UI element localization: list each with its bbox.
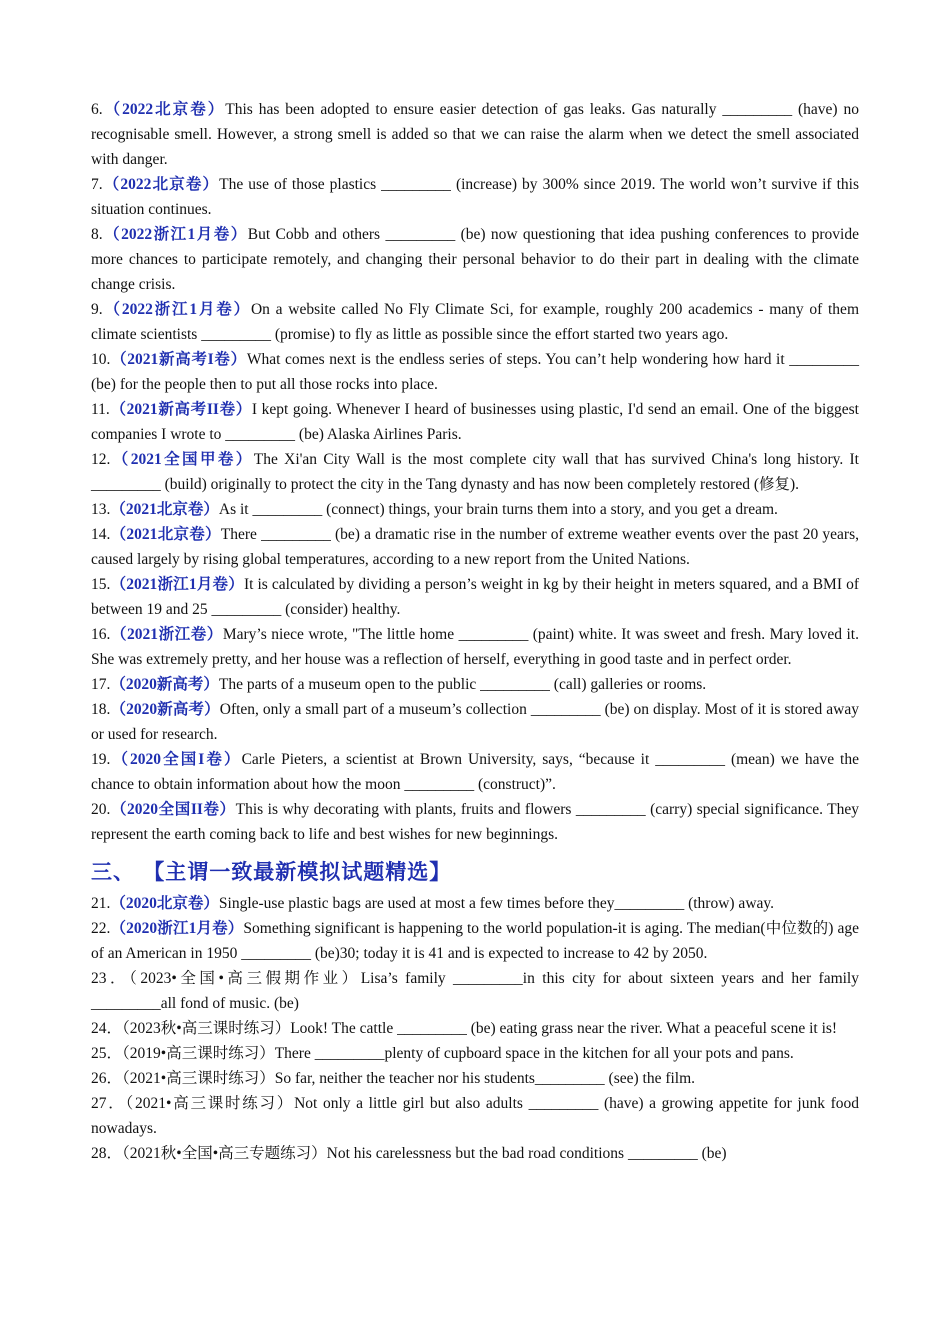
question-source: （2020全国II卷） — [110, 801, 236, 818]
question-text: Lisa’s family _________in this city for about sixteen years and her family _________all fond of music. (be) — [91, 970, 859, 1012]
question-list-part2 — [91, 97, 859, 847]
question-text: Something significant is happening to the world population-it is aging. The median(中位数的) age of an American in 1950 _________ (be)30; today it is 41 and is expected to increase to 42 by 2050. — [91, 920, 859, 962]
question-text: What comes next is the endless series of steps. You can’t help wondering how hard it _________ (be) for the people then to put all those rocks into place. — [91, 351, 859, 393]
question-item — [91, 622, 859, 672]
question-number: 24． — [91, 1020, 123, 1037]
question-text: But Cobb and others _________ (be) now questioning that idea pushing conferences to provide more chances to participate remotely, and changing their personal behavior to do their part in dealing with the climate change crisis. — [91, 226, 859, 293]
question-number: 21. — [91, 895, 111, 912]
question-text: Often, only a small part of a museum’s collection _________ (be) on display. Most of it is stored away or used for research. — [91, 701, 859, 743]
question-source: （2021新高考I卷） — [110, 351, 247, 368]
question-source: （2022北京卷） — [102, 101, 226, 118]
question-item — [91, 222, 859, 297]
question-number: 27． — [91, 1095, 126, 1112]
question-number: 19. — [91, 751, 111, 768]
question-number: 10. — [91, 351, 111, 368]
question-text: The Xi'an City Wall is the most complete city wall that has survived China's long history. It _________ (build) originally to protect the city in the Tang dynasty and has now been completely restored (修复). — [91, 451, 859, 493]
question-item — [91, 572, 859, 622]
question-source: （2022浙江1月卷） — [102, 301, 251, 318]
question-text: Mary’s niece wrote, "The little home _________ (paint) white. It was sweet and fresh. Mary loved it. She was extremely pretty, and her house was a reflection of herself, everything in good taste and in perfect order. — [91, 626, 859, 668]
question-source: （2020浙江1月卷） — [110, 920, 244, 937]
question-number: 22. — [91, 920, 111, 937]
question-item — [91, 347, 859, 397]
section-heading: 三、 【主谓一致最新模拟试题精选】 — [91, 860, 452, 884]
question-number: 17. — [91, 676, 111, 693]
question-list-part3a — [91, 891, 859, 966]
question-text: This is why decorating with plants, fruits and flowers _________ (carry) special significance. They represent the earth coming back to life and best wishes for new beginnings. — [91, 801, 859, 843]
question-number: 25． — [91, 1045, 123, 1062]
question-number: 8. — [91, 226, 103, 243]
question-number: 26． — [91, 1070, 123, 1087]
question-number: 9. — [91, 301, 103, 318]
question-source: （2020新高考） — [110, 676, 219, 693]
question-text: There _________ (be) a dramatic rise in the number of extreme weather events over the past 20 years, caused largely by rising global temperatures, according to a new report from the United Nations. — [91, 526, 859, 568]
question-text: As it _________ (connect) things, your brain turns them into a story, and you get a dream. — [218, 501, 778, 518]
question-text: It is calculated by dividing a person’s weight in kg by their height in meters squared, and a BMI of between 19 and 25 _________ (consider) healthy. — [91, 576, 859, 618]
question-source: （2019•高三课时练习） — [122, 1045, 275, 1062]
question-source: （2021•高三课时练习） — [122, 1070, 275, 1087]
question-number: 15. — [91, 576, 111, 593]
question-text: The parts of a museum open to the public _________ (call) galleries or rooms. — [218, 676, 707, 693]
question-source: （2021新高考II卷） — [109, 401, 252, 418]
question-number: 23． — [91, 970, 130, 987]
question-source: （2023•全国•高三假期作业） — [129, 970, 361, 987]
question-source: （2021•高三课时练习） — [125, 1095, 295, 1112]
question-text: I kept going. Whenever I heard of businesses using plastic, I'd send an email. One of the biggest companies I wrote to _________ (be) Alaska Airlines Paris. — [91, 401, 859, 443]
question-source: （2021北京卷） — [110, 526, 221, 543]
question-text: Single-use plastic bags are used at most a few times before they_________ (throw) away. — [218, 895, 775, 912]
question-source: （2022北京卷） — [102, 176, 220, 193]
question-source: （2020新高考） — [110, 701, 220, 718]
question-text: This has been adopted to ensure easier detection of gas leaks. Gas naturally _________ (have) no recognisable smell. However, a strong smell is added so that we can raise the alarm when we detect the smell associated with danger. — [91, 101, 859, 168]
question-item — [91, 1016, 859, 1041]
question-item — [91, 916, 859, 966]
question-text: Not only a little girl but also adults _________ (have) a growing appetite for junk food nowadays. — [91, 1095, 859, 1137]
question-source: （2020全国I卷） — [110, 751, 242, 768]
exercise-page — [91, 97, 859, 1166]
question-item — [91, 797, 859, 847]
question-item — [91, 1041, 859, 1066]
question-source: （2020北京卷） — [110, 895, 219, 912]
question-number: 20. — [91, 801, 111, 818]
question-number: 18. — [91, 701, 111, 718]
question-source: （2021全国甲卷） — [110, 451, 254, 468]
question-number: 6. — [91, 101, 103, 118]
question-number: 12. — [91, 451, 111, 468]
question-item — [91, 747, 859, 797]
question-list-part3b — [91, 966, 859, 1166]
question-item — [91, 397, 859, 447]
question-text: Carle Pieters, a scientist at Brown University, says, “because it _________ (mean) we have the chance to obtain information about how the moon _________ (construct)”. — [91, 751, 859, 793]
question-item — [91, 697, 859, 747]
question-item — [91, 447, 859, 497]
question-number: 16. — [91, 626, 111, 643]
question-text: There _________plenty of cupboard space in the kitchen for all your pots and pans. — [274, 1045, 794, 1062]
question-item — [91, 97, 859, 172]
question-item — [91, 1091, 859, 1141]
question-text: On a website called No Fly Climate Sci, for example, roughly 200 academics - many of them climate scientists _________ (promise) to fly as little as possible since the effort started two years ago. — [91, 301, 859, 343]
question-source: （2021北京卷） — [110, 501, 219, 518]
question-number: 28． — [91, 1145, 123, 1162]
question-source: （2023秋•高三课时练习） — [122, 1020, 291, 1037]
question-item — [91, 1066, 859, 1091]
question-number: 7. — [91, 176, 103, 193]
question-number: 14. — [91, 526, 111, 543]
question-item — [91, 522, 859, 572]
question-text: Look! The cattle _________ (be) eating grass near the river. What a peaceful scene it is! — [290, 1020, 838, 1037]
question-text: So far, neither the teacher nor his students_________ (see) the film. — [274, 1070, 696, 1087]
question-item — [91, 497, 859, 522]
question-item — [91, 172, 859, 222]
question-source: （2022浙江1月卷） — [102, 226, 248, 243]
question-source: （2021浙江1月卷） — [110, 576, 244, 593]
question-text: The use of those plastics _________ (increase) by 300% since 2019. The world won’t survive if this situation continues. — [91, 176, 859, 218]
question-item — [91, 966, 859, 1016]
question-number: 11. — [91, 401, 110, 418]
question-item — [91, 891, 859, 916]
question-item — [91, 1141, 859, 1166]
question-number: 13. — [91, 501, 111, 518]
question-text: Not his carelessness but the bad road conditions _________ (be) — [326, 1145, 727, 1162]
question-source: （2021秋•全国•高三专题练习） — [122, 1145, 327, 1162]
question-source: （2021浙江卷） — [110, 626, 223, 643]
question-item — [91, 672, 859, 697]
question-item — [91, 297, 859, 347]
